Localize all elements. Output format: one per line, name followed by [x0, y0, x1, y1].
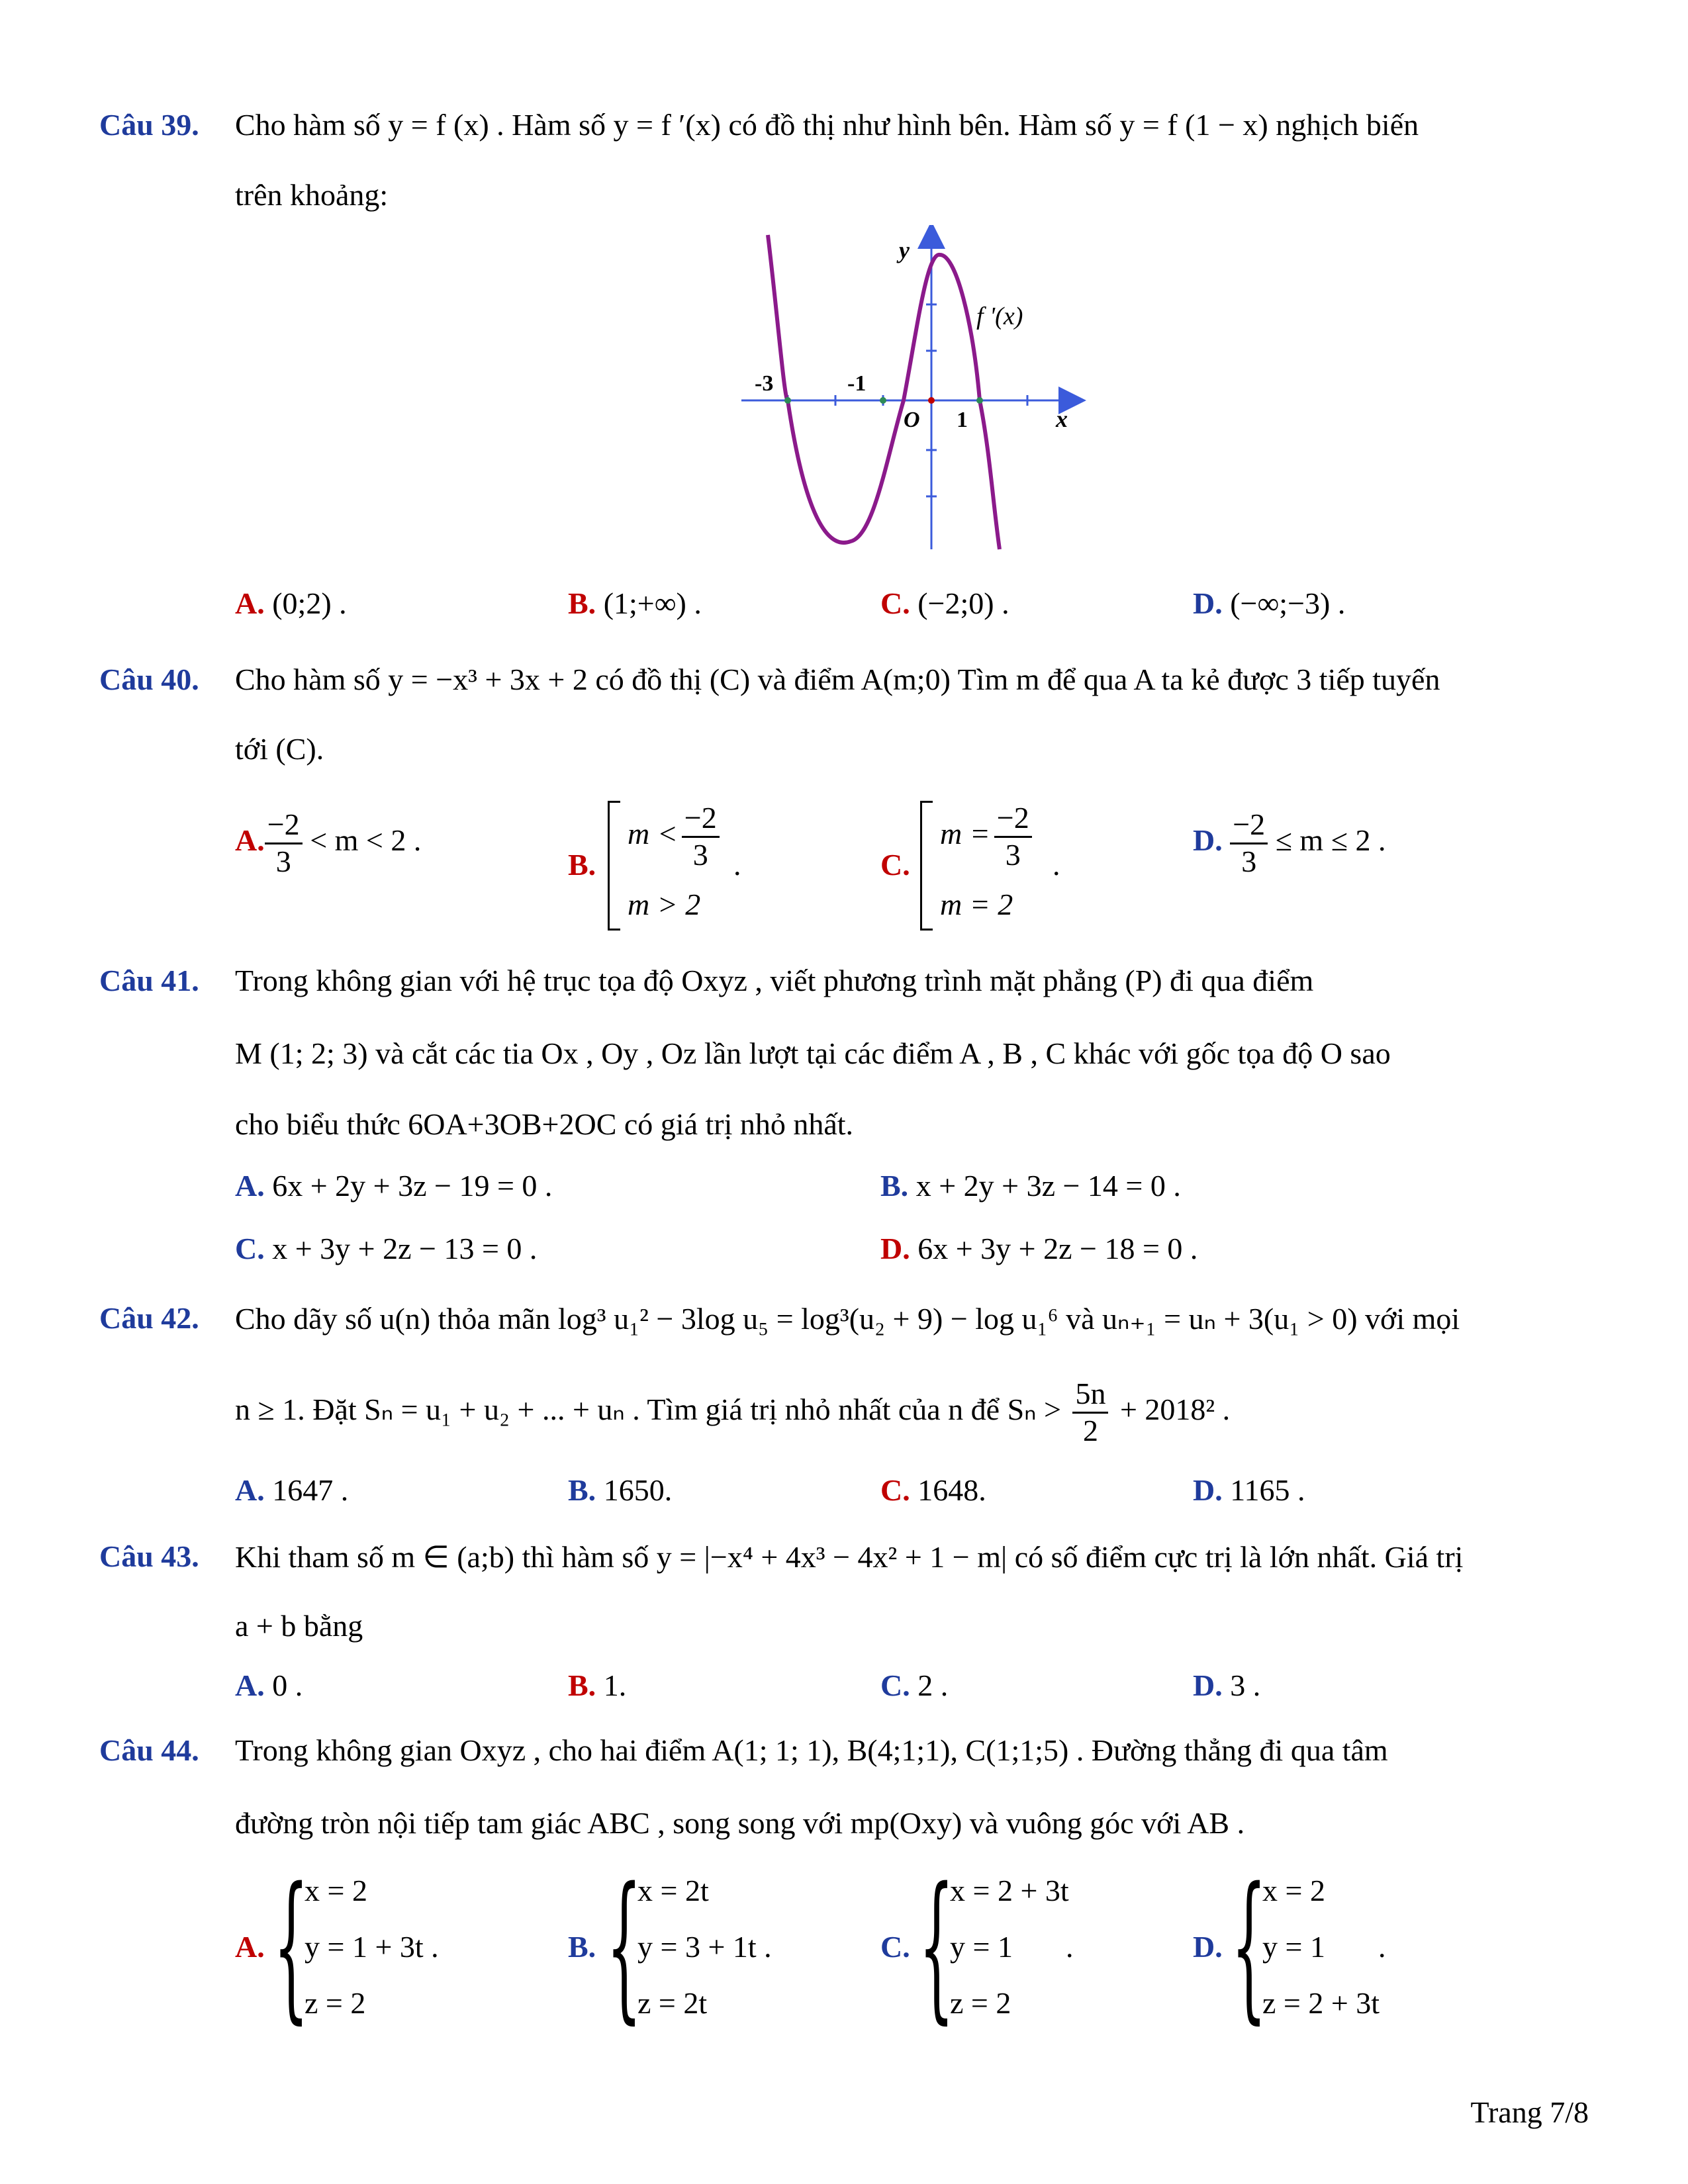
question-43-text-line1: Khi tham số m ∈ (a;b) thì hàm số y = |−x⁴ + 4x³ − 4x² + 1 − m| có số điểm cực trị là lớn nhất. Giá trị — [235, 1540, 1464, 1574]
question-40-text-line1: Cho hàm số y = −x³ + 3x + 2 có đồ thị (C) và điểm A(m;0) Tìm m để qua A ta kẻ được 3 tiếp tuyến — [235, 662, 1440, 696]
question-39-graph — [728, 225, 1099, 556]
brace-icon: { — [1231, 1853, 1267, 2038]
graph-label-y: y — [899, 237, 910, 263]
q40-option-b[interactable]: B. m < $\frac{-2}{3}$ m > 2 . — [568, 801, 833, 933]
q41-option-c[interactable]: C. x + 3y + 2z − 13 = 0 . — [235, 1232, 538, 1265]
graph-label-neg3: -3 — [755, 371, 774, 396]
q44-option-c[interactable]: C. { x = 2 + 3t y = 1 z = 2 . — [880, 1853, 1074, 2038]
fprime-curve — [768, 235, 1000, 549]
brace-icon: { — [919, 1853, 955, 2038]
graph-label-one: 1 — [957, 408, 968, 432]
question-44-number: Câu 44. — [99, 1733, 199, 1767]
graph-label-neg1: -1 — [847, 371, 867, 396]
brace-icon: { — [606, 1853, 642, 2038]
question-42-text-line2: n ≥ 1. Đặt Sₙ = u₁ + u₂ + ... + uₙ . Tìm giá trị nhỏ nhất của n để Sₙ > $\frac{5n}{2}$ + 2018² . — [235, 1377, 1231, 1447]
q43-option-b[interactable]: B. 1. — [568, 1668, 627, 1702]
q44-option-d[interactable]: D. { x = 2 y = 1 z = 2 + 3t . — [1193, 1853, 1386, 2038]
q40-option-d[interactable]: D. $\frac{-2}{3}$ ≤ m ≤ 2 . — [1193, 807, 1386, 878]
q42-option-c[interactable]: C. 1648. — [880, 1473, 986, 1507]
q41-option-b[interactable]: B. x + 2y + 3z − 14 = 0 . — [880, 1169, 1181, 1203]
q39-option-b[interactable]: B. (1;+∞) . — [568, 586, 702, 620]
question-40-text-line2: tới (C). — [235, 732, 324, 766]
question-41-number: Câu 41. — [99, 964, 199, 997]
q40-option-c[interactable]: C. m = $\frac{-2}{3}$ m = 2 . — [880, 801, 1145, 933]
q42-option-a[interactable]: A. 1647 . — [235, 1473, 349, 1507]
q44-option-a[interactable]: A. { x = 2 y = 1 + 3t . z = 2 — [235, 1853, 439, 2038]
question-42-text-line1: Cho dãy số u(n) thỏa mãn log³ u₁² − 3log u₅ = log³(u₂ + 9) − log u₁⁶ và uₙ₊₁ = uₙ + 3(u₁ > 0) với mọi — [235, 1302, 1460, 1336]
q39-option-a[interactable]: A. (0;2) . — [235, 586, 347, 620]
page-number: Trang 7/8 — [1470, 2095, 1589, 2129]
question-43-number: Câu 43. — [99, 1539, 199, 1573]
q41-option-d[interactable]: D. 6x + 3y + 2z − 18 = 0 . — [880, 1232, 1198, 1265]
question-39-text-line2: trên khoảng: — [235, 178, 389, 212]
question-43-text-line2: a + b bằng — [235, 1609, 363, 1643]
q40-option-a[interactable]: A. $\frac{-2}{3}$ < m < 2 . — [235, 807, 422, 878]
q42-option-d[interactable]: D. 1165 . — [1193, 1473, 1305, 1507]
q39-option-c[interactable]: C. (−2;0) . — [880, 586, 1009, 620]
q44-option-b[interactable]: B. { x = 2t y = 3 + 1t . z = 2t — [568, 1853, 772, 2038]
q42-option-b[interactable]: B. 1650. — [568, 1473, 673, 1507]
brace-icon: { — [273, 1853, 309, 2038]
question-41-text-line2: M (1; 2; 3) và cắt các tia Ox , Oy , Oz lần lượt tại các điểm A , B , C khác với gốc tọa độ O sao — [235, 1036, 1391, 1070]
question-44-text-line2: đường tròn nội tiếp tam giác ABC , song song với mp(Oxy) và vuông góc với AB . — [235, 1806, 1245, 1840]
question-40-number: Câu 40. — [99, 662, 199, 696]
q43-option-d[interactable]: D. 3 . — [1193, 1668, 1261, 1702]
q43-option-a[interactable]: A. 0 . — [235, 1668, 303, 1702]
question-41-text-line3: cho biểu thức 6OA+3OB+2OC có giá trị nhỏ nhất. — [235, 1107, 854, 1141]
question-42-number: Câu 42. — [99, 1301, 199, 1335]
question-39-text-line1: Cho hàm số y = f (x) . Hàm số y = f ′(x) có đồ thị như hình bên. Hàm số y = f (1 − x) nghịch biến — [235, 108, 1419, 142]
question-41-text-line1: Trong không gian với hệ trục tọa độ Oxyz , viết phương trình mặt phẳng (P) đi qua điểm — [235, 964, 1314, 997]
graph-label-curve: f '(x) — [976, 302, 1023, 330]
question-44-text-line1: Trong không gian Oxyz , cho hai điểm A(1; 1; 1), B(4;1;1), C(1;1;5) . Đường thẳng đi qua tâm — [235, 1733, 1388, 1767]
q43-option-c[interactable]: C. 2 . — [880, 1668, 949, 1702]
graph-label-origin: O — [904, 408, 920, 432]
q41-option-a[interactable]: A. 6x + 2y + 3z − 19 = 0 . — [235, 1169, 553, 1203]
graph-label-x: x — [1056, 406, 1068, 432]
q39-option-d[interactable]: D. (−∞;−3) . — [1193, 586, 1346, 620]
question-39-number: Câu 39. — [99, 108, 199, 142]
